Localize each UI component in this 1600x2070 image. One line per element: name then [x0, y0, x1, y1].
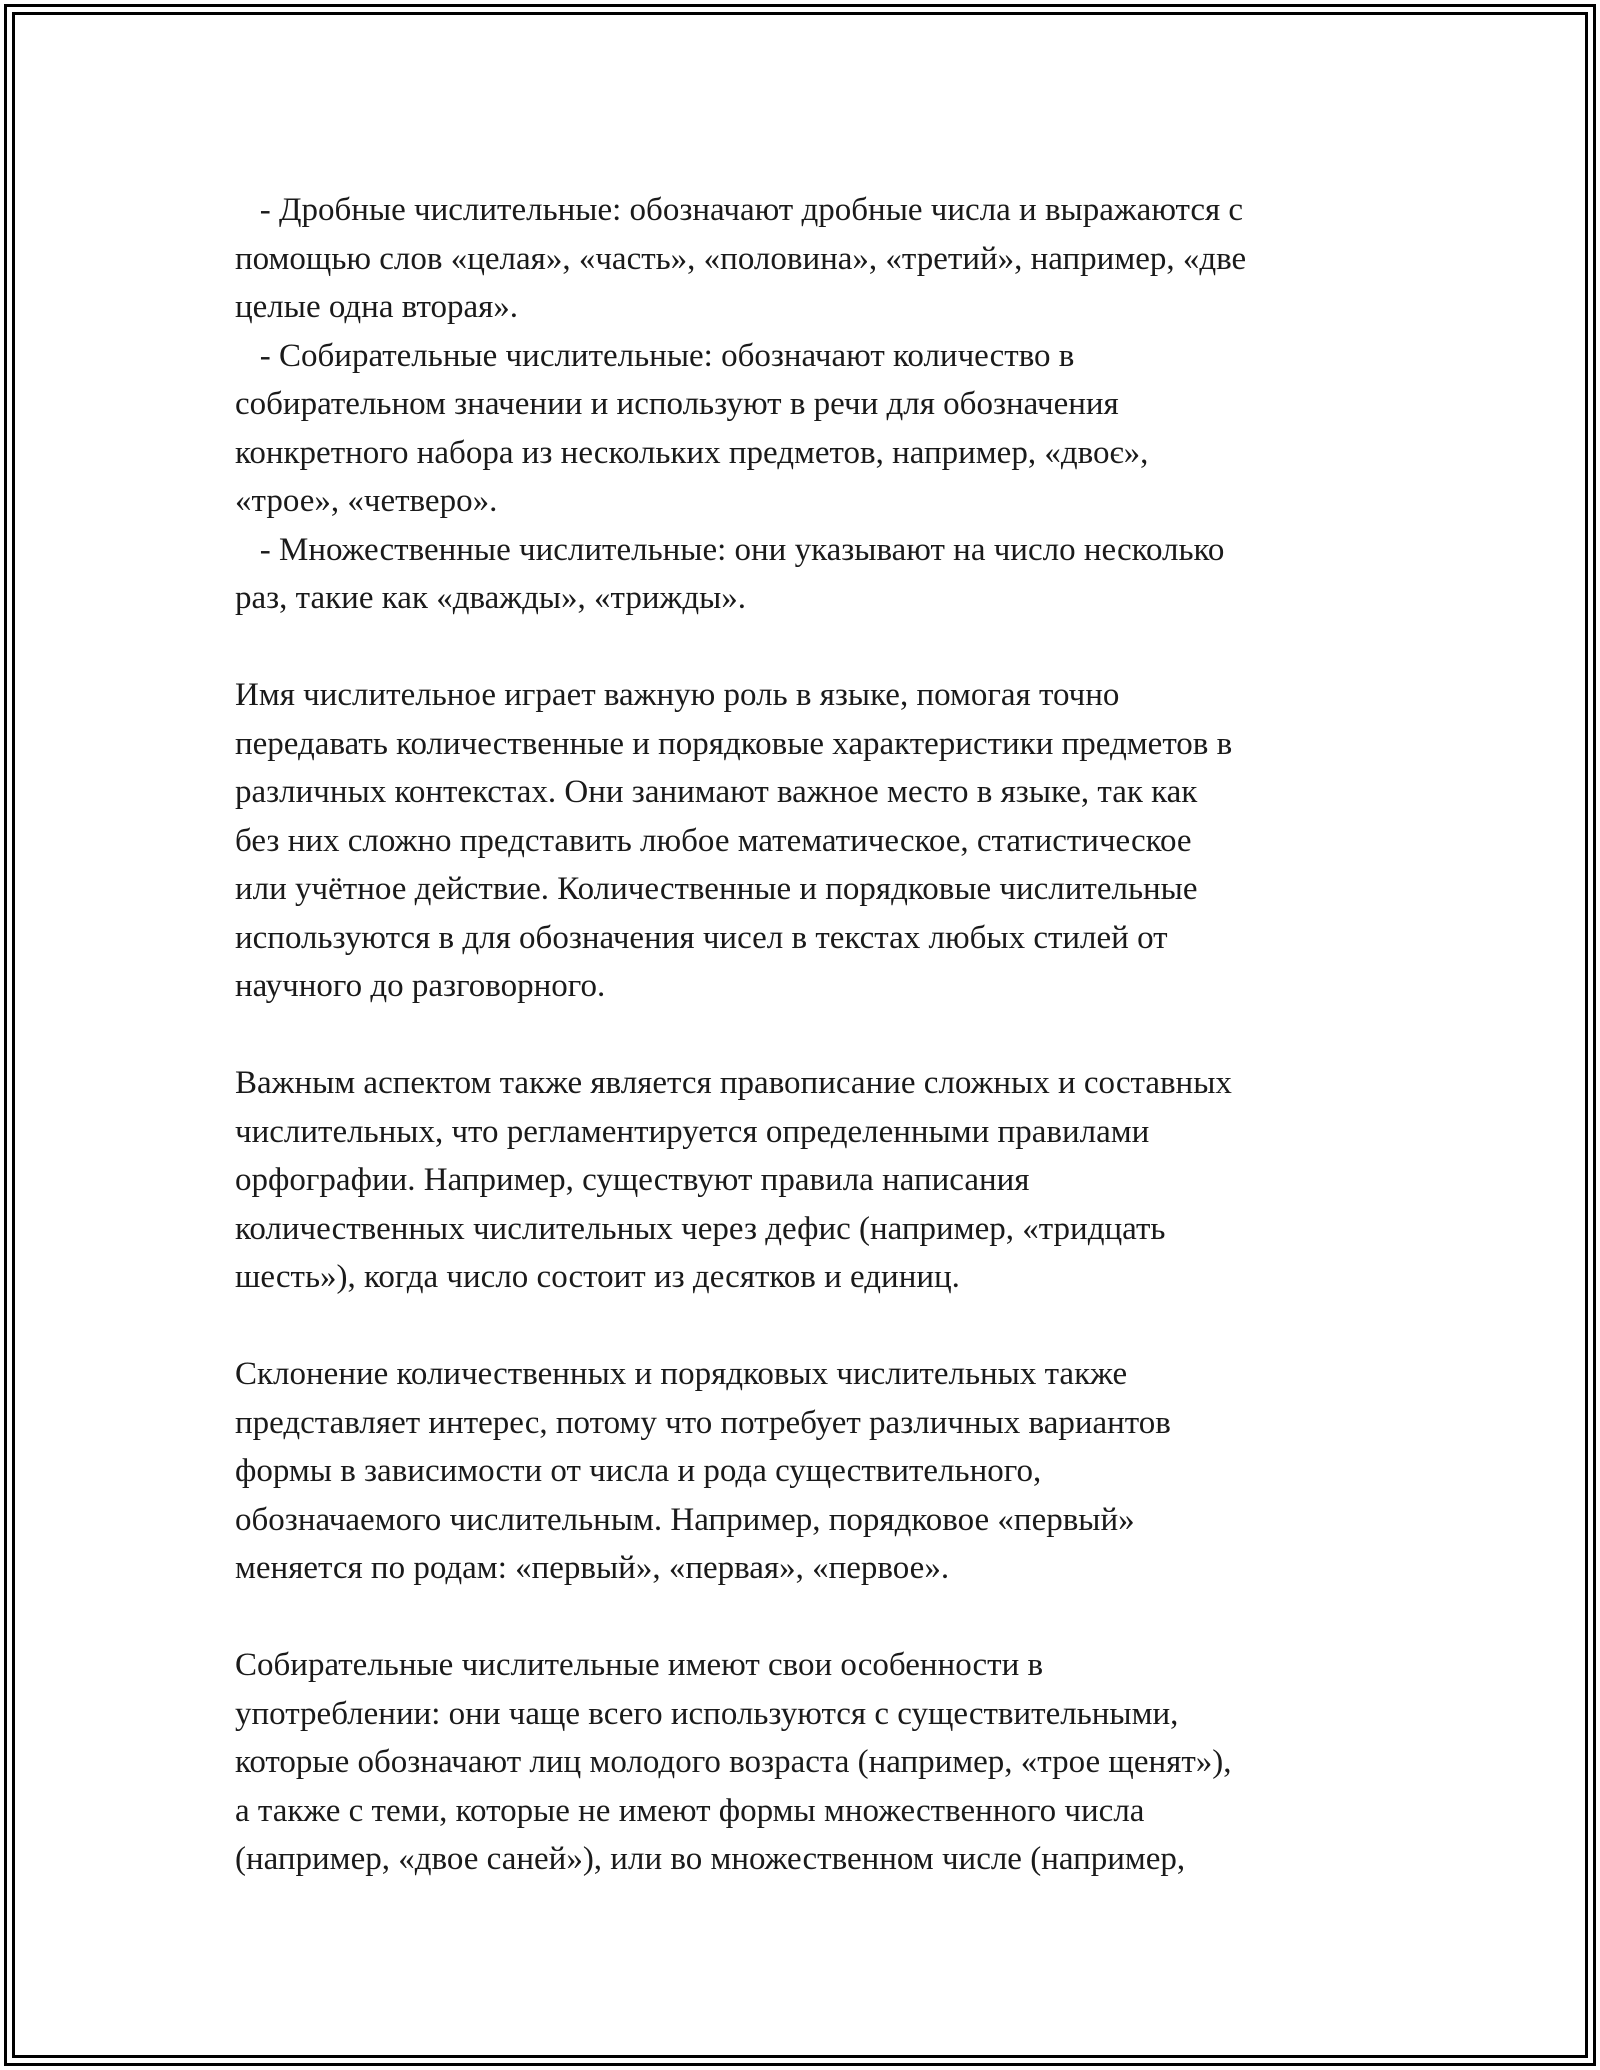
text-line: Собирательные числительные имеют свои особенности в [235, 1647, 1044, 1683]
paragraph [235, 186, 1385, 623]
text-line: раз, такие как «дважды», «трижды». [235, 580, 747, 616]
text-line: шесть»), когда число состоит из десятков и единиц. [235, 1259, 960, 1295]
text-line: которые обозначают лиц молодого возраста (например, «трое щенят»), [235, 1744, 1232, 1780]
text-line: обозначаемого числительным. Например, порядковое «первый» [235, 1501, 1135, 1538]
text-line: употреблении: они чаще всего используются с существительными, [235, 1695, 1179, 1732]
text-line: используются в для обозначения чисел в текстах любых стилей от [235, 919, 1168, 956]
paragraph-gap [235, 1302, 1385, 1351]
text-line: орфографии. Например, существуют правила написания [235, 1162, 1030, 1198]
text-line: меняется по родам: «первый», «первая», «первое». [235, 1550, 950, 1586]
text-line: числительных, что регламентируется определенными правилами [235, 1113, 1150, 1150]
text-line: различных контекстах. Они занимают важное место в языке, так как [235, 774, 1198, 810]
paragraph-gap [235, 1011, 1385, 1060]
text-line: целые одна вторая». [235, 289, 519, 325]
text-line: собирательном значении и используют в речи для обозначения [235, 386, 1119, 422]
text-line: конкретного набора из нескольких предметов, например, «двоє», [235, 434, 1149, 471]
paragraph-gap [235, 1593, 1385, 1642]
paragraph [235, 671, 1385, 1011]
document-body [235, 186, 1385, 1884]
text-line: - Множественные числительные: они указывают на число несколько [235, 531, 1225, 568]
text-line: Склонение количественных и порядковых числительных также [235, 1356, 1128, 1392]
text-line: помощью слов «целая», «часть», «половина», «третий», например, «две [235, 240, 1247, 277]
paragraph [235, 1641, 1385, 1884]
text-line: - Собирательные числительные: обозначают количество в [235, 337, 1075, 374]
text-line: или учётное действие. Количественные и порядковые числительные [235, 871, 1198, 907]
text-line: Имя числительное играет важную роль в языке, помогая точно [235, 677, 1120, 713]
text-line: а также с теми, которые не имеют формы множественного числа [235, 1792, 1145, 1829]
text-line: передавать количественные и порядковые характеристики предметов в [235, 725, 1233, 762]
text-line: количественных числительных через дефис (например, «тридцать [235, 1210, 1166, 1247]
paragraph [235, 1350, 1385, 1593]
text-line: Важным аспектом также является правописание сложных и составных [235, 1065, 1232, 1101]
paragraph-gap [235, 623, 1385, 672]
text-line: без них сложно представить любое математическое, статистическое [235, 822, 1192, 859]
text-line: «трое», «четверо». [235, 483, 498, 519]
text-line: представляет интерес, потому что потребует различных вариантов [235, 1404, 1171, 1441]
text-line: научного до разговорного. [235, 968, 606, 1004]
text-line: формы в зависимости от числа и рода существительного, [235, 1453, 1042, 1489]
text-line: - Дробные числительные: обозначают дробные числа и выражаются с [235, 192, 1244, 228]
paragraph [235, 1059, 1385, 1302]
text-line: (например, «двое саней»), или во множественном числе (например, [235, 1841, 1186, 1877]
